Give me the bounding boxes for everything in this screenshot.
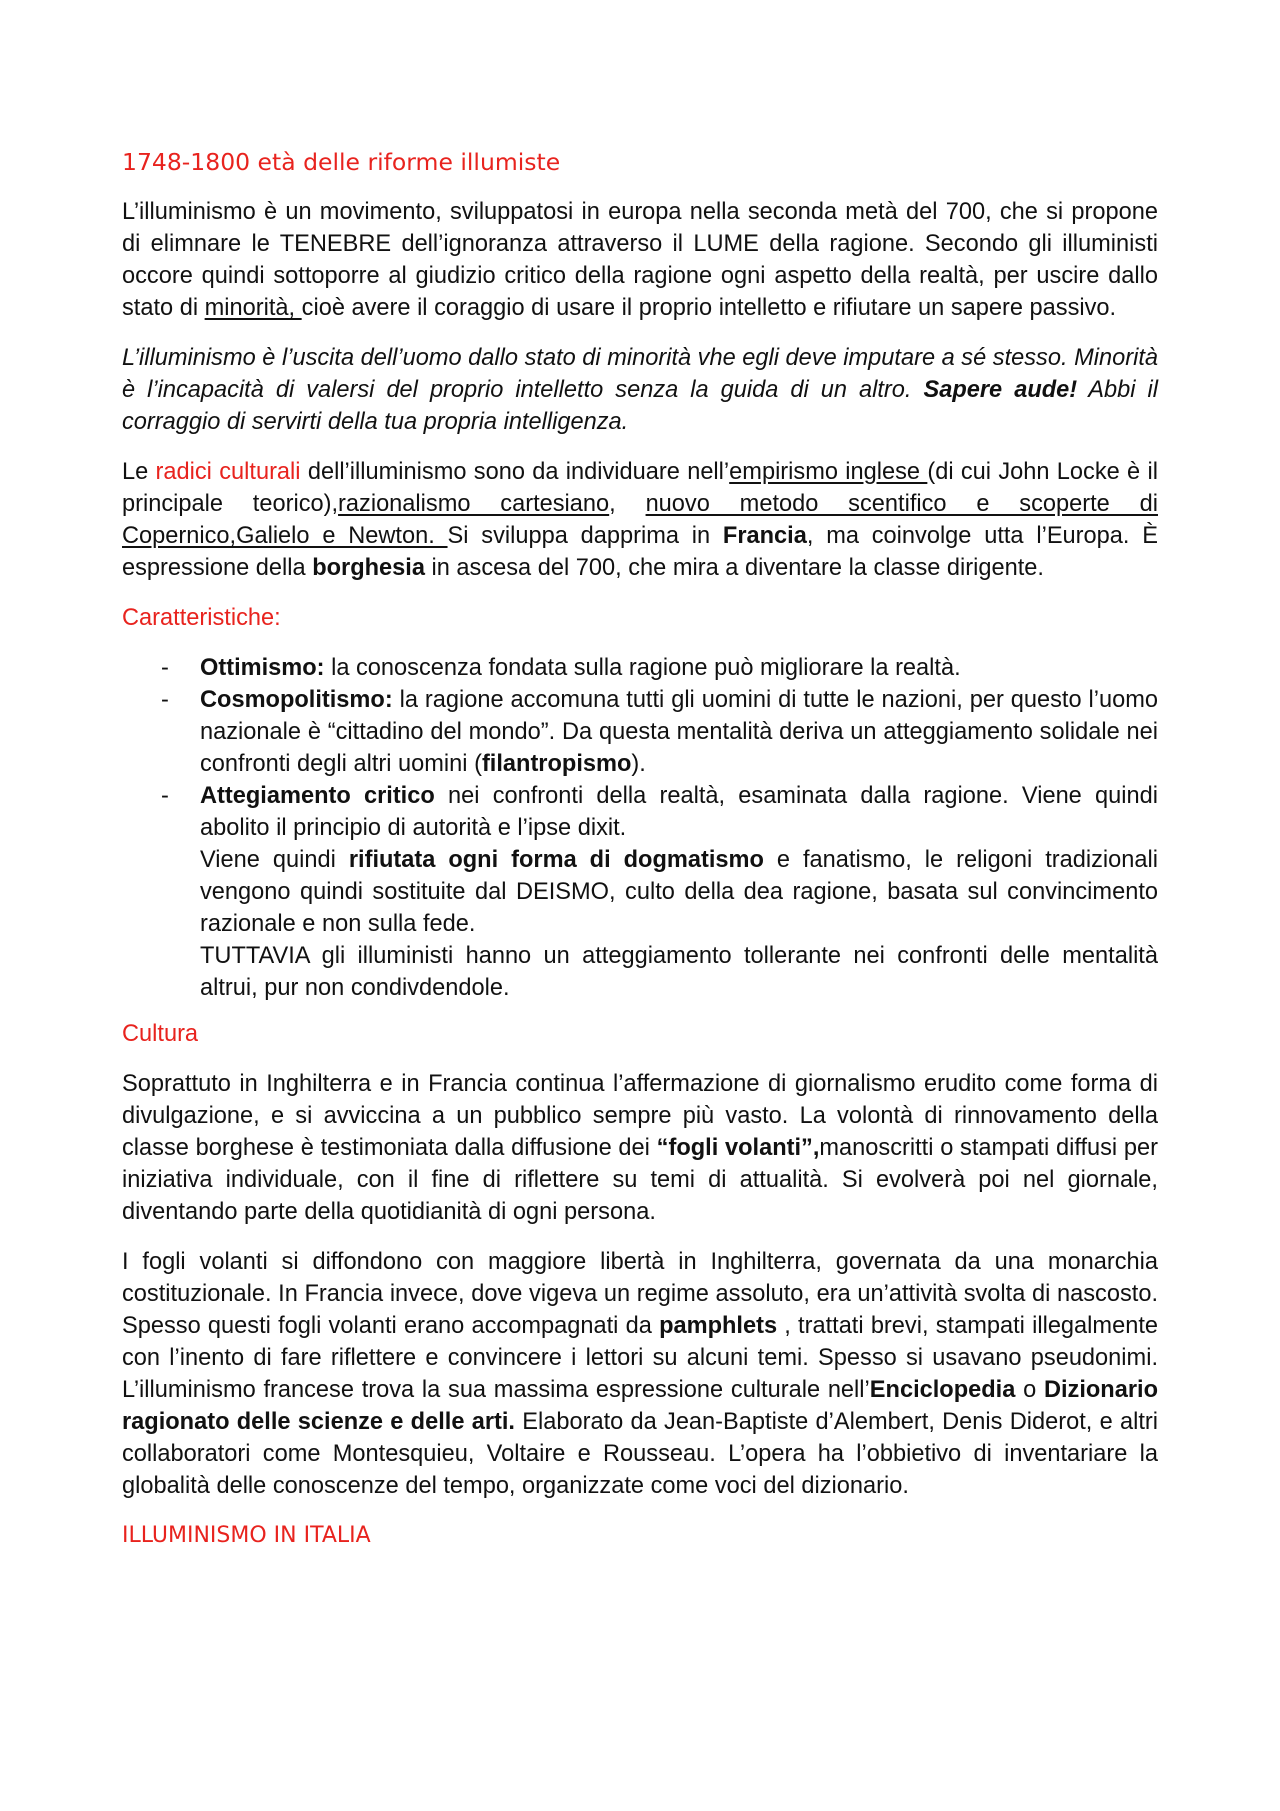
roots-red-term: radici culturali (155, 459, 301, 485)
culture-p2-bold1: pamphlets (659, 1313, 778, 1339)
roots-paragraph (122, 456, 1158, 584)
culture-p2-bold3: Dizionario ragionato delle scienze e delle arti. (122, 1377, 1158, 1435)
item2-end: ). (631, 751, 646, 777)
item3-p2-start: Viene quindi (200, 847, 349, 873)
roots-u1: empirismo inglese (729, 459, 928, 485)
culture-p2-o: o (1015, 1377, 1044, 1403)
intro-paragraph (122, 196, 1158, 324)
item2-text: la ragione accomuna tutti gli uomini di tutte le nazioni, per questo l’uomo nazionale è “cittadino del mondo”. Da questa mentalità deriva un atteggiamento solidale nei confronti degli altri uomini ( (200, 687, 1158, 777)
kant-quote (122, 342, 1158, 438)
roots-b1: Francia (722, 523, 807, 549)
item2-bold: Cosmopolitismo: (200, 687, 393, 713)
culture-heading: Cultura (122, 1021, 199, 1047)
roots-t3: , (609, 491, 646, 517)
roots-t4: Si sviluppa dapprima in (447, 523, 723, 549)
item3-text: nei confronti della realtà, esaminata dalla ragione. Viene quindi abolito il principio di autorità e l’ipse dixit. (200, 783, 1158, 841)
list-item-optimism (200, 652, 1158, 684)
roots-t5: , ma coinvolge utta l’Europa. È espressione della (122, 523, 1158, 581)
intro-underlined: minorità, (204, 295, 302, 321)
roots-le: Le (122, 459, 156, 485)
roots-u2: razionalismo cartesiano (338, 491, 610, 517)
culture-p2-bold2: Enciclopedia (869, 1377, 1016, 1403)
intro-text-end: cioè avere il coraggio di usare il proprio intelletto e rifiutare un sapere passivo. (301, 295, 1117, 321)
culture-p2-end: Elaborato da Jean-Baptiste d’Alembert, Denis Diderot, e altri collaboratori come Montesquieu, Voltaire e Rousseau. L’opera ha l’obbietivo di inventariare la globalità delle conoscenze del tempo, organizzate come voci del dizionario. (122, 1409, 1159, 1499)
roots-u3: nuovo metodo scentifico e scoperte di Copernico,Galielo e Newton. (122, 491, 1158, 549)
quote-end: Abbi il corraggio di servirti della tua propria intelligenza. (122, 377, 1158, 435)
culture-p1-start: Soprattuto in Inghilterra e in Francia continua l’affermazione di giornalismo erudito come forma di divulgazione, e si avviccina a un pubblico sempre più vasto. La volontà di rinnovamento della classe borghese è testimoniata dalla diffusione dei (122, 1071, 1158, 1161)
list-item-critical (200, 780, 1158, 1004)
item1-text: la conoscenza fondata sulla ragione può migliorare la realtà. (324, 655, 961, 681)
item3-bold: Attegiamento critico (200, 783, 435, 809)
item2-bold2: filantropismo (481, 751, 632, 777)
item3-p2-bold: rifiutata ogni forma di dogmatismo (348, 847, 764, 873)
culture-p2-mid: , trattati brevi, stampati illegalmente con l’inento di fare riflettere e convincere i lettori su alcuni temi. Spesso si usavano pseudonimi. L’illuminismo francese trova la sua massima espressione culturale nell’ (122, 1313, 1158, 1403)
culture-paragraph-1 (122, 1068, 1158, 1228)
list-item-cosmopolitism (200, 684, 1158, 780)
item3-p2-end: e fanatismo, le religoni tradizionali vengono quindi sostituite dal DEISMO, culto della dea ragione, basata sul convincimento razionale e non sulla fede. (200, 847, 1158, 937)
culture-paragraph-2 (122, 1246, 1158, 1502)
characteristics-list (122, 652, 1158, 1004)
item3-continuation-2: TUTTAVIA gli illuministi hanno un atteggiamento tollerante nei confronti delle mentalità altrui, pur non condivdendole. (200, 943, 1158, 1001)
italy-heading: ILLUMINISMO IN ITALIA (122, 1523, 371, 1548)
roots-b2: borghesia (312, 555, 425, 581)
roots-t2: (di cui John Locke è il principale teorico), (122, 459, 1158, 517)
characteristics-heading: Caratteristiche: (122, 605, 281, 631)
item3-continuation-1 (200, 844, 1158, 940)
item1-bold: Ottimismo: (200, 655, 325, 681)
culture-p1-end: manoscritti o stampati diffusi per iniziativa individuale, con il fine di riflettere su temi di attualità. Si evolverà poi nel giornale, diventando parte della quotidianità di ogni persona. (122, 1135, 1159, 1225)
document-title: 1748-1800 età delle riforme illumiste (122, 148, 561, 176)
roots-t1: dell’illuminismo sono da individuare nell’ (300, 459, 730, 485)
document-page (122, 146, 1158, 1570)
quote-text: L’illuminismo è l’uscita dell’uomo dallo stato di minorità vhe egli deve imputare a sé stesso. Minorità è l’incapacità di valersi del proprio intelletto senza la guida di un altro. (122, 345, 1158, 403)
roots-t6: in ascesa del 700, che mira a diventare la classe dirigente. (424, 555, 1044, 581)
culture-p1-bold: “fogli volanti”, (656, 1135, 820, 1161)
intro-text: L’illuminismo è un movimento, sviluppatosi in europa nella seconda metà del 700, che si propone di elimnare le TENEBRE dell’ignoranza attraverso il LUME della ragione. Secondo gli illuministi occore quindi sottoporre al giudizio critico della ragione ogni aspetto della realtà, per uscire dallo stato di (122, 199, 1158, 321)
quote-bold: Sapere aude! (923, 377, 1078, 403)
culture-p2-start: I fogli volanti si diffondono con maggiore libertà in Inghilterra, governata da una monarchia costituzionale. In Francia invece, dove vigeva un regime assoluto, era un’attività svolta di nascosto. Spesso questi fogli volanti erano accompagnati da (122, 1249, 1158, 1339)
